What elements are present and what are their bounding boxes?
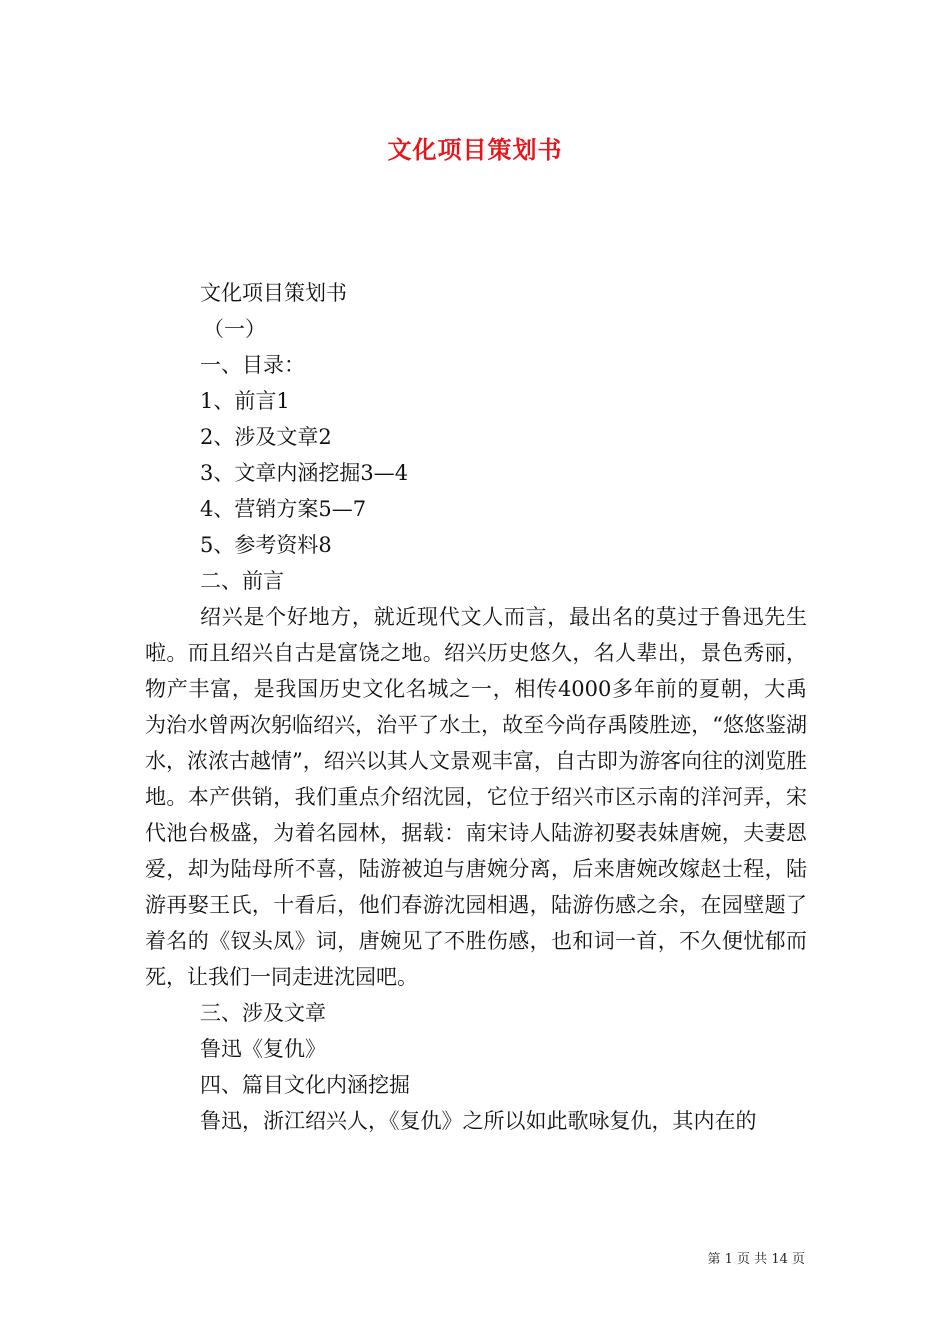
article-item: 鲁迅《复仇》 [200,1037,326,1061]
body-heading: 文化项目策划书 [200,281,347,305]
document-body [145,275,807,1139]
section-heading-analysis: 四、篇目文化内涵挖掘 [200,1073,410,1097]
page-number: 第 1 页 共 14 页 [707,1252,805,1267]
preface-paragraph: 绍兴是个好地方，就近现代文人而言，最出名的莫过于鲁迅先生啦。而且绍兴自古是富饶之地。绍兴历史悠久，名人辈出，景色秀丽，物产丰富，是我国历史文化名城之一，相传4000多年前的夏朝，大禹为治水曾两次躬临绍兴，治平了水土，故至今尚存禹陵胜迹，“悠悠鉴湖水，浓浓古越情”，绍兴以其人文景观丰富，自古即为游客向往的浏览胜地。本产供销，我们重点介绍沈园，它位于绍兴市区示南的洋河弄，宋代池台极盛，为着名园林，据载：南宋诗人陆游初娶表妹唐婉，夫妻恩爱，却为陆母所不喜，陆游被迫与唐婉分离，后来唐婉改嫁赵士程，陆游再娶王氏，十看后，他们春游沈园相遇，陆游伤感之余，在园壁题了着名的《钗头凤》词，唐婉见了不胜伤感，也和词一首，不久便忧郁而死，让我们一同走进沈园吧。 [145,605,807,989]
toc-item: 5、参考资料8 [200,533,332,557]
toc-item: 4、营销方案5—7 [200,497,367,521]
toc-item: 3、文章内涵挖掘3—4 [200,461,409,485]
document-title: 文化项目策划书 [387,135,563,164]
section-heading-preface: 二、前言 [200,569,284,593]
toc-item: 1、前言1 [200,389,290,413]
toc-item: 2、涉及文章2 [200,425,332,449]
toc-heading: 一、目录： [200,353,305,377]
part-label: （一） [203,317,266,341]
section-heading-articles: 三、涉及文章 [200,1001,326,1025]
analysis-paragraph: 鲁迅，浙江绍兴人，《复仇》之所以如此歌咏复仇，其内在的 [200,1109,757,1133]
